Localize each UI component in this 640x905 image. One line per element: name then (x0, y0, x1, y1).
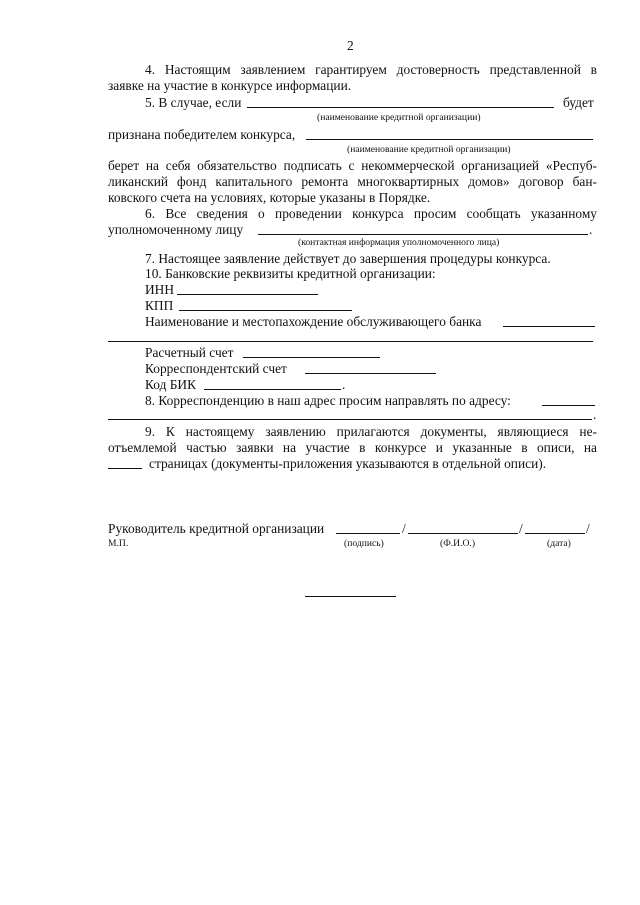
paragraph-5-winner: признана победителем конкурса, (108, 127, 296, 142)
page-number: 2 (347, 38, 354, 53)
pages-count-blank (108, 468, 142, 469)
bank-name-blank-1 (503, 326, 595, 327)
date-blank (525, 533, 585, 534)
bank-name-label: Наименование и местопахождение обслуживающего банка (145, 314, 482, 329)
address-blank-1 (542, 405, 595, 406)
signature-slash-1: / (402, 521, 406, 536)
address-blank-2 (108, 419, 592, 420)
paragraph-5-start: 5. В случае, если (145, 95, 242, 110)
bik-period: . (342, 377, 346, 392)
paragraph-6-line-2: уполномоченному лицу (108, 222, 244, 237)
credit-org-name-blank-2 (306, 139, 593, 140)
paragraph-8: 8. Корреспонденцию в наш адрес просим направлять по адресу: (145, 393, 511, 408)
paragraph-8-period: . (593, 407, 597, 422)
signature-head: Руководитель кредитной организации (108, 521, 325, 536)
credit-org-name-blank-1 (247, 107, 554, 108)
fio-blank (408, 533, 518, 534)
kpp-blank (179, 310, 352, 311)
signature-blank (336, 533, 400, 534)
corr-account-blank (305, 373, 436, 374)
paragraph-5-line-5: ковского счета на условиях, которые указаны в Порядке. (108, 190, 431, 205)
paragraph-9-line-1: 9. К настоящему заявлению прилагаются документы, являющиеся не- (145, 424, 597, 439)
paragraph-5-line-3: берет на себя обязательство подписать с некоммерческой организацией «Респуб- (108, 158, 597, 173)
corr-account-label: Корреспондентский счет (145, 361, 287, 376)
paragraph-5-end: будет (563, 95, 594, 110)
paragraph-4-line-1: 4. Настоящим заявлением гарантируем достоверность представленной в (145, 62, 597, 77)
credit-org-hint-2: (наименование кредитной организации) (347, 144, 511, 155)
end-separator (305, 596, 396, 597)
credit-org-hint-1: (наименование кредитной организации) (317, 112, 481, 123)
kpp-label: КПП (145, 298, 174, 313)
account-label: Расчетный счет (145, 345, 234, 360)
stamp-place-label: М.П. (108, 538, 129, 549)
account-blank (243, 357, 380, 358)
signature-slash-2: / (519, 521, 523, 536)
inn-label: ИНН (145, 282, 175, 297)
paragraph-7: 7. Настоящее заявление действует до завершения процедуры конкурса. (145, 251, 551, 266)
bank-name-blank-2 (108, 341, 593, 342)
signature-hint: (подпись) (344, 538, 384, 549)
inn-blank (177, 294, 318, 295)
contact-info-hint: (контактная информация уполномоченного лица) (298, 237, 500, 248)
paragraph-5-line-4: ликанский фонд капитального ремонта многоквартирных домов» договор бан- (108, 174, 597, 189)
bik-blank (204, 389, 341, 390)
bik-label: Код БИК (145, 377, 197, 392)
signature-slash-3: / (586, 521, 590, 536)
paragraph-4-line-2: заявке на участие в конкурсе информации. (108, 78, 352, 93)
paragraph-9-line-3: страницах (документы-приложения указываются в отдельной описи). (149, 456, 547, 471)
fio-hint: (Ф.И.О.) (440, 538, 476, 549)
paragraph-9-line-2: отъемлемой частью заявки на участие в конкурсе и указанные в описи, на (108, 440, 597, 455)
contact-info-blank (258, 234, 588, 235)
bank-details-title: 10. Банковские реквизиты кредитной организации: (145, 266, 436, 281)
paragraph-6-period: . (589, 222, 593, 237)
date-hint: (дата) (547, 538, 571, 549)
paragraph-6-line-1: 6. Все сведения о проведении конкурса просим сообщать указанному (145, 206, 597, 221)
